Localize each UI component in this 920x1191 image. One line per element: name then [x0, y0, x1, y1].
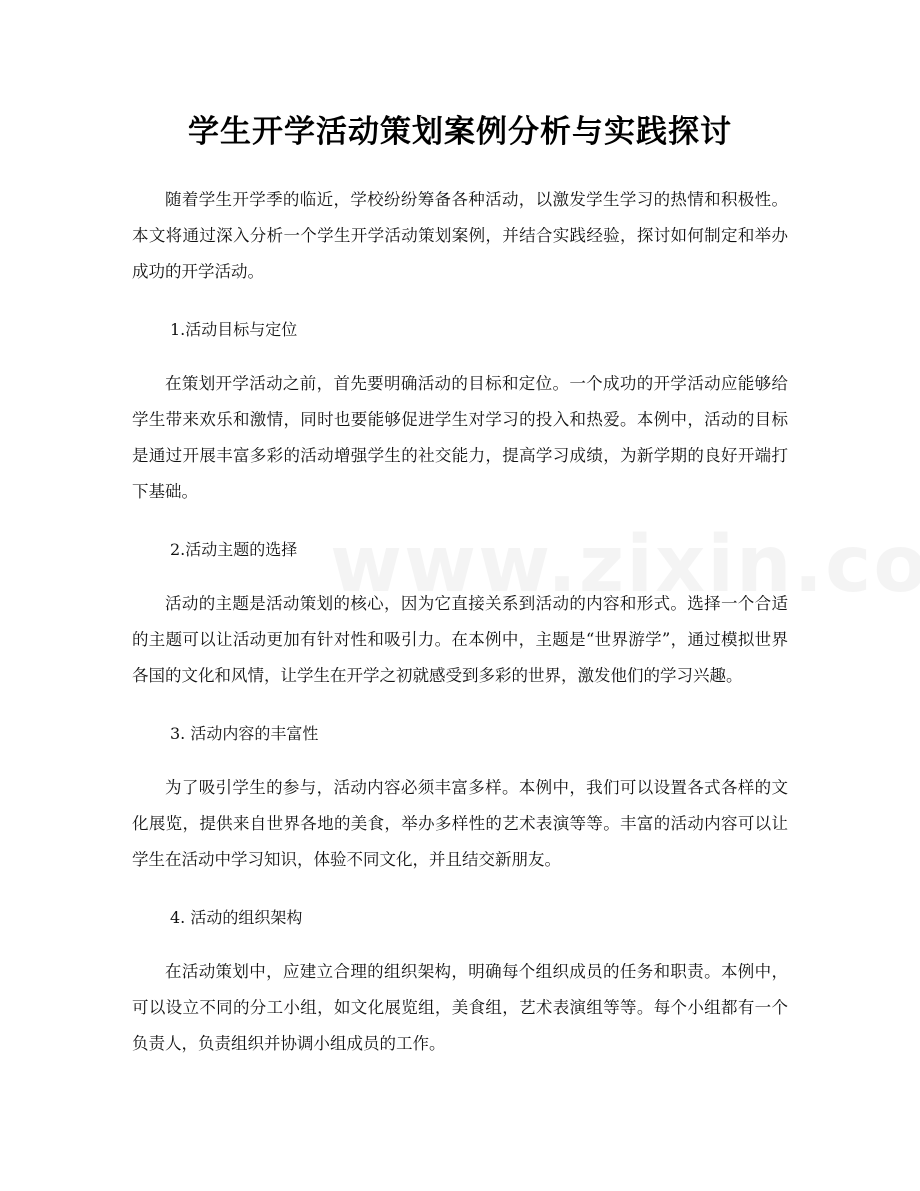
section-paragraph: 活动的主题是活动策划的核心，因为它直接关系到活动的内容和形式。选择一个合适的主题可以让活动更加有针对性和吸引力。在本例中，主题是“世界游学”，通过模拟世界各国的文化和风情，让学生在开学之初就感受到多彩的世界，激发他们的学习兴趣。 — [132, 594, 788, 685]
section-heading: 1.活动目标与定位 — [170, 320, 298, 339]
section-3 — [132, 716, 788, 878]
section-heading: 4. 活动的组织架构 — [170, 908, 303, 927]
document-title: 学生开学活动策划案例分析与实践探讨 — [188, 114, 732, 150]
section-heading: 2.活动主题的选择 — [170, 540, 298, 559]
section-2 — [132, 532, 788, 694]
section-paragraph: 为了吸引学生的参与，活动内容必须丰富多样。本例中，我们可以设置各式各样的文化展览，提供来自世界各地的美食，举办多样性的艺术表演等等。丰富的活动内容可以让学生在活动中学习知识，体验不同文化，并且结交新朋友。 — [132, 778, 788, 869]
intro-paragraph: 随着学生开学季的临近，学校纷纷筹备各种活动，以激发学生学习的热情和积极性。本文将通过深入分析一个学生开学活动策划案例，并结合实践经验，探讨如何制定和举办成功的开学活动。 — [132, 190, 788, 281]
section-heading: 3. 活动内容的丰富性 — [170, 724, 319, 743]
section-1 — [132, 312, 788, 510]
document-body — [132, 182, 788, 1084]
section-paragraph: 在策划开学活动之前，首先要明确活动的目标和定位。一个成功的开学活动应能够给学生带来欢乐和激情，同时也要能够促进学生对学习的投入和热爱。本例中，活动的目标是通过开展丰富多彩的活动增强学生的社交能力，提高学习成绩，为新学期的良好开端打下基础。 — [132, 374, 788, 501]
section-paragraph: 在活动策划中，应建立合理的组织架构，明确每个组织成员的任务和职责。本例中，可以设立不同的分工小组，如文化展览组，美食组，艺术表演组等等。每个小组都有一个负责人，负责组织并协调小组成员的工作。 — [132, 962, 788, 1053]
section-4 — [132, 900, 788, 1062]
